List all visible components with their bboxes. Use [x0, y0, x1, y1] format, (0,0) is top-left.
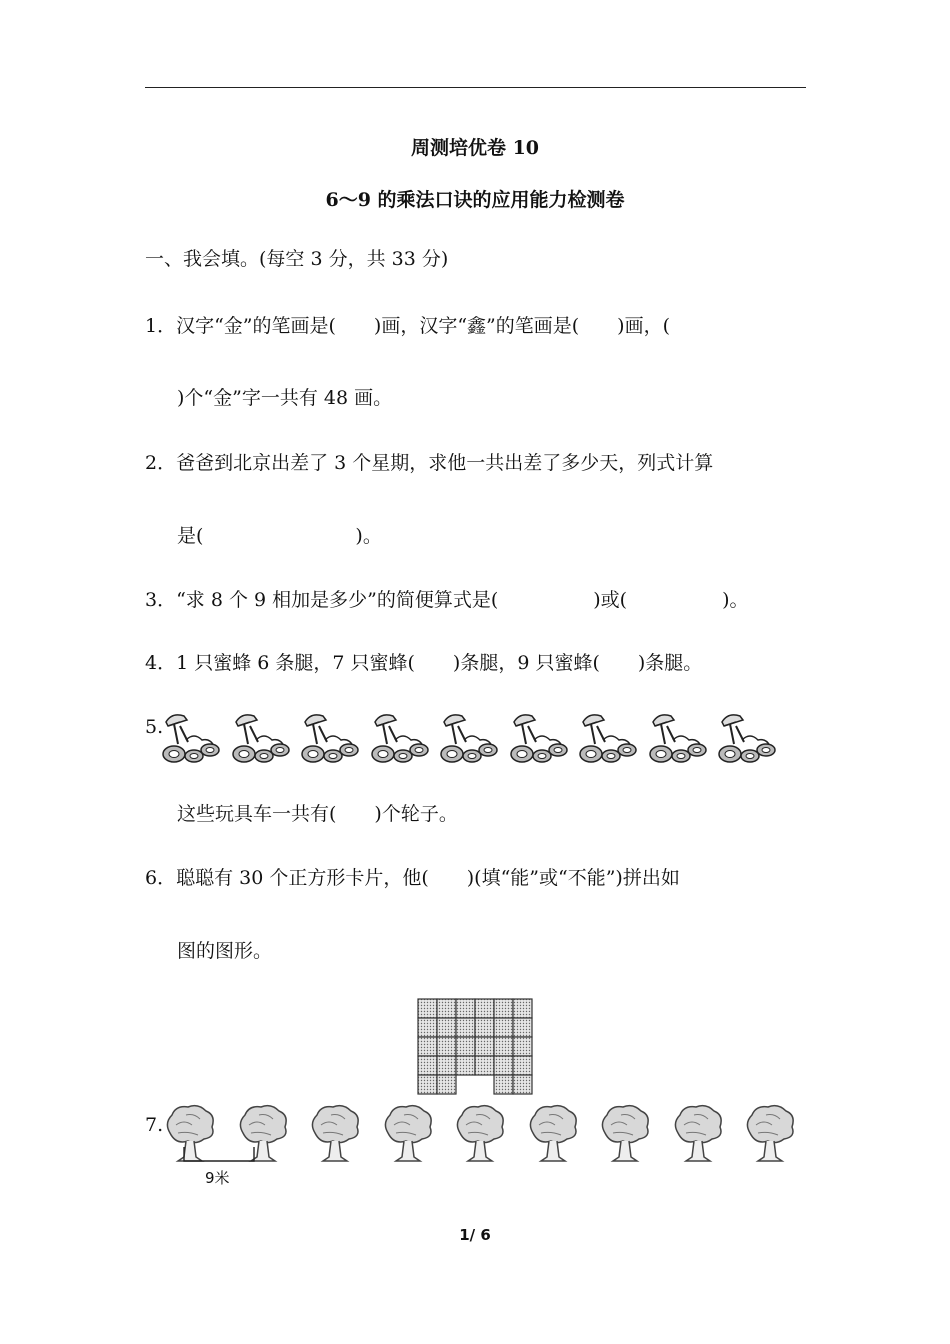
toy-car-icon: [716, 710, 778, 770]
header-rule: [145, 87, 806, 88]
toy-car-icon: [230, 710, 292, 770]
question-5-number: 5.: [145, 716, 164, 738]
question-4: 4．1 只蜜蜂 6 条腿，7 只蜜蜂( )条腿，9 只蜜蜂( )条腿。: [145, 652, 703, 674]
distance-label: 9米: [205, 1169, 230, 1187]
question-1-line-2: )个“金”字一共有 48 画。: [177, 387, 393, 409]
question-3: 3．“求 8 个 9 相加是多少”的简便算式是( )或( )。: [145, 589, 749, 611]
question-1-line-1: 1．汉字“金”的笔画是( )画，汉字“鑫”的笔画是( )画，(: [145, 315, 671, 337]
distance-bracket: [182, 1145, 256, 1165]
toy-car-icon: [299, 710, 361, 770]
toy-car-icon: [369, 710, 431, 770]
tree-icon: [525, 1103, 581, 1165]
tree-icon: [380, 1103, 436, 1165]
question-6-line-1: 6．聪聪有 30 个正方形卡片，他( )(填“能”或“不能”)拼出如: [145, 867, 680, 889]
question-2-line-1: 2．爸爸到北京出差了 3 个星期，求他一共出差了多少天，列式计算: [145, 452, 714, 474]
question-7-number: 7.: [145, 1114, 164, 1136]
question-2-line-2: 是( )。: [177, 525, 382, 547]
tree-icon: [597, 1103, 653, 1165]
question-6-line-2: 图的图形。: [177, 940, 273, 962]
question-5-line-2: 这些玩具车一共有( )个轮子。: [177, 803, 458, 825]
toy-car-icon: [577, 710, 639, 770]
tree-icon: [307, 1103, 363, 1165]
toy-car-icon: [508, 710, 570, 770]
toy-car-icon: [438, 710, 500, 770]
square-cards-figure: [417, 998, 535, 1096]
toy-car-icon: [647, 710, 709, 770]
section-heading: 一、我会填。(每空 3 分，共 33 分): [145, 248, 449, 270]
tree-icon: [742, 1103, 798, 1165]
tree-icon: [452, 1103, 508, 1165]
worksheet-title: 周测培优卷 10: [410, 137, 540, 159]
tree-icon: [670, 1103, 726, 1165]
page-number: 1/ 6: [459, 1226, 491, 1244]
worksheet-subtitle: 6～9 的乘法口诀的应用能力检测卷: [325, 189, 625, 211]
toy-car-icon: [160, 710, 222, 770]
